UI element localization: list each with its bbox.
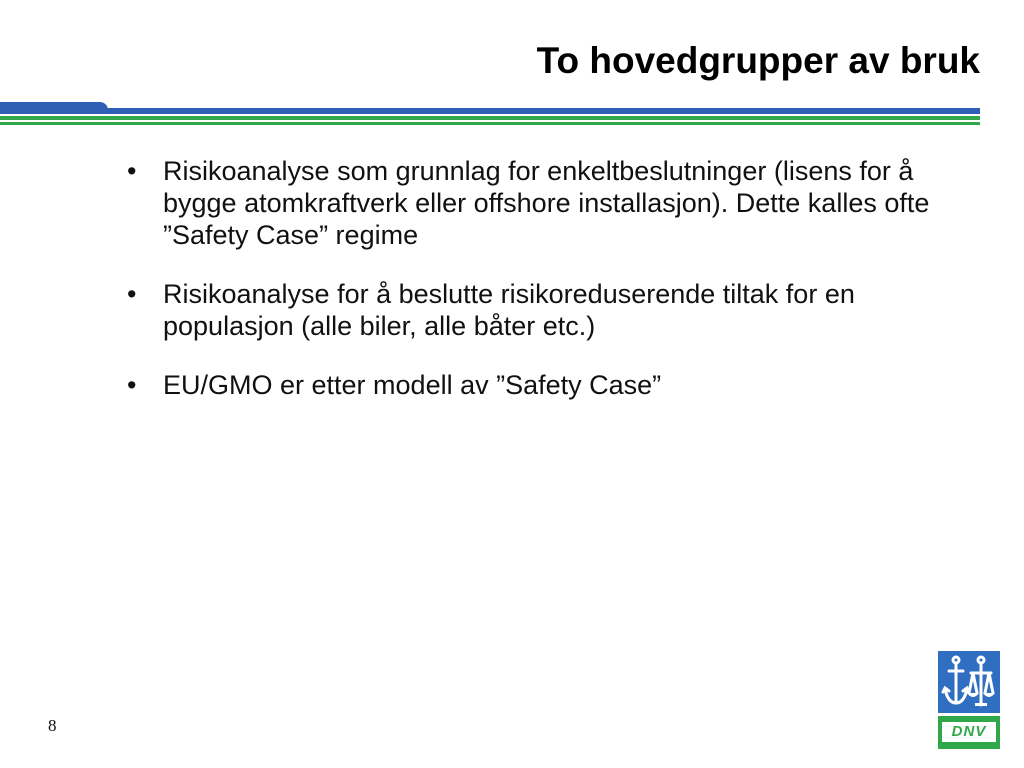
bullet-dot: • [127, 279, 137, 309]
bullet-text: Risikoanalyse som grunnlag for enkeltbeslutninger (lisens for å bygge atomkraftverk eller offshore installasjon). Dette kalles ofte ”Safety Case” regime [163, 156, 930, 250]
bullet-dot: • [127, 156, 137, 186]
logo-wordmark-band [938, 716, 1000, 749]
bullet-dot: • [127, 370, 137, 400]
header-rule-green-2 [0, 122, 980, 125]
bullet-text: Risikoanalyse for å beslutte risikoreduserende tiltak for en populasjon (alle biler, alle båter etc.) [163, 279, 855, 341]
list-item [127, 155, 947, 251]
list-item [127, 369, 947, 401]
page-number: 8 [48, 716, 57, 735]
list-item [127, 278, 947, 342]
dnv-logo [938, 651, 1000, 751]
logo-wordmark: DNV [942, 722, 996, 742]
bullet-text: EU/GMO er etter modell av ”Safety Case” [163, 370, 662, 400]
slide-title: To hovedgrupper av bruk [536, 40, 980, 81]
bullet-list [127, 155, 947, 428]
anchor-and-scales-icon [938, 651, 1000, 713]
